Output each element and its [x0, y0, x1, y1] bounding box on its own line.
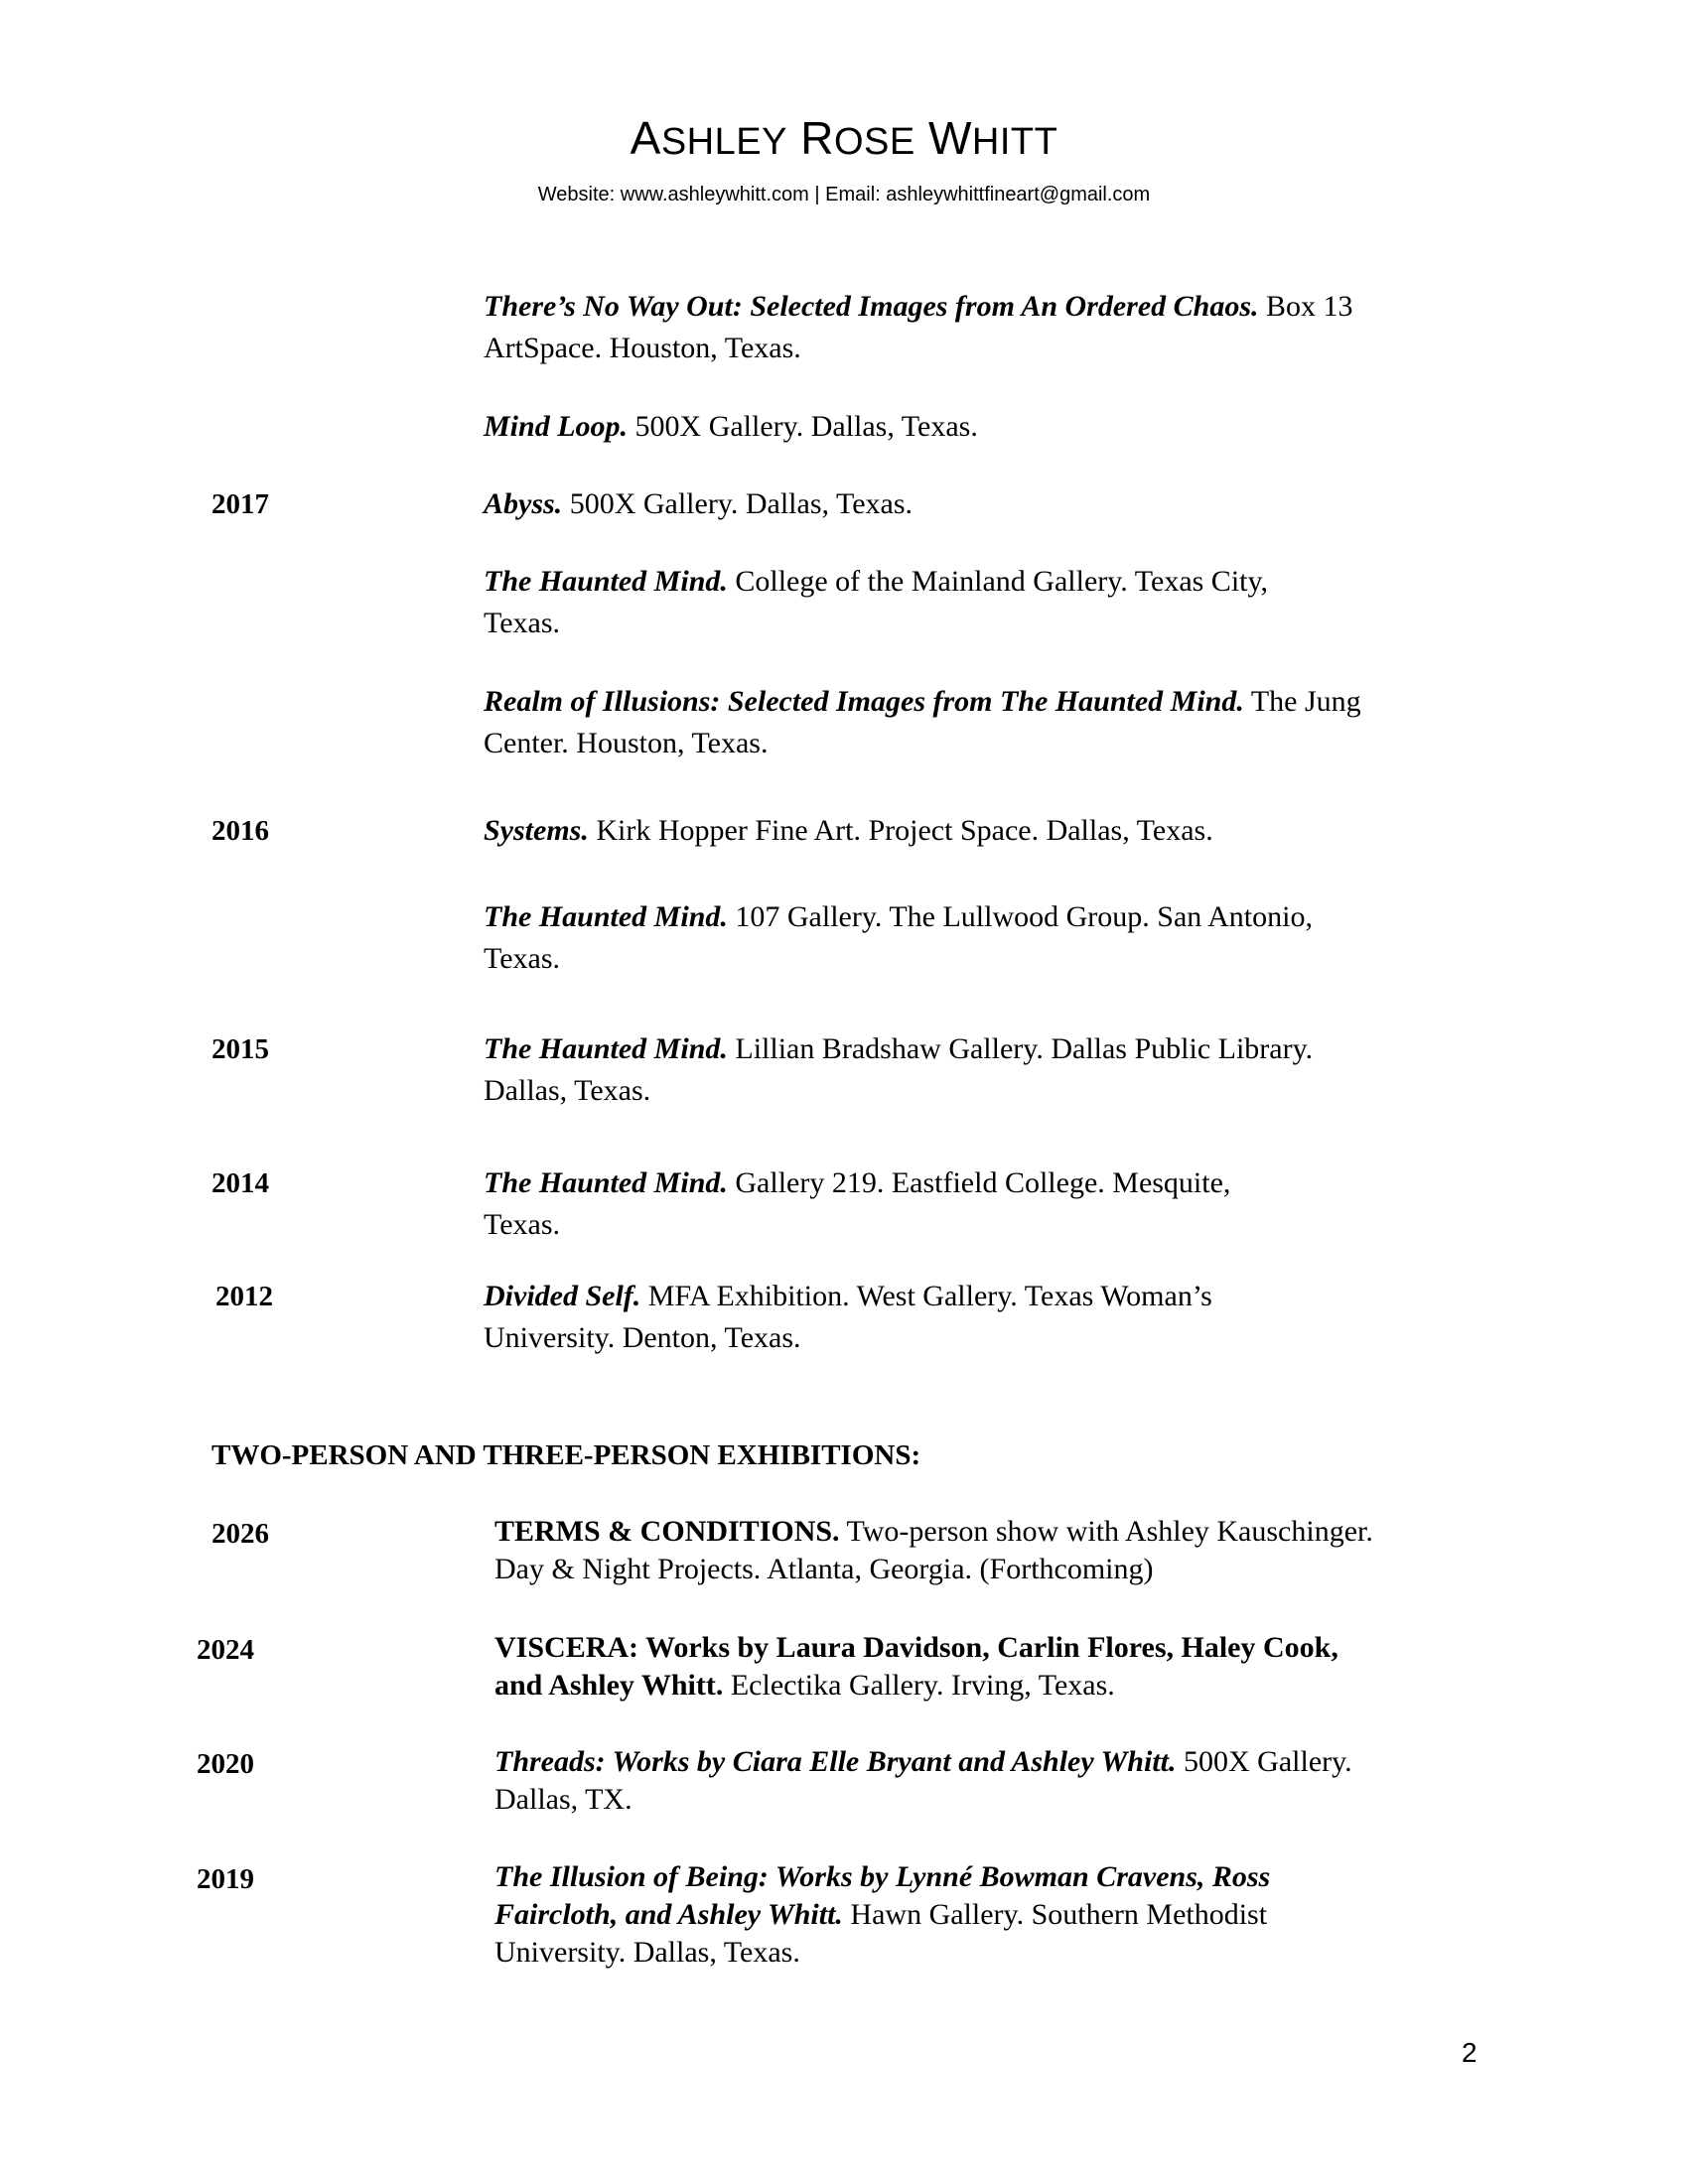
exhibition-entry: Systems. Kirk Hopper Fine Art. Project Space. Dallas, Texas.	[484, 814, 1213, 847]
exhibition-entry: Realm of Illusions: Selected Images from The Haunted Mind. The Jung Center. Houston, Texas.	[484, 685, 1361, 759]
exhibition-entry: Mind Loop. 500X Gallery. Dallas, Texas.	[484, 410, 978, 443]
exhibition-entry: There’s No Way Out: Selected Images from An Ordered Chaos. Box 13 ArtSpace. Houston, Texas.	[484, 290, 1353, 364]
exhibition-year: 2024	[197, 1634, 254, 1666]
exhibition-year: 2012	[215, 1281, 273, 1312]
exhibition-entry: The Haunted Mind. Gallery 219. Eastfield College. Mesquite, Texas.	[484, 1166, 1231, 1241]
exhibition-entry: The Haunted Mind. Lillian Bradshaw Gallery. Dallas Public Library. Dallas, Texas.	[484, 1032, 1314, 1107]
exhibition-entry: The Haunted Mind. 107 Gallery. The Lullwood Group. San Antonio, Texas.	[484, 900, 1313, 975]
page-number: 2	[1462, 2037, 1477, 2068]
contact-line: Website: www.ashleywhitt.com | Email: ashleywhittfineart@gmail.com	[537, 184, 1151, 205]
exhibition-entry: The Illusion of Being: Works by Lynné Bowman Cravens, Ross Faircloth, and Ashley Whitt. Hawn Gallery. Southern Methodist University. Dallas, Texas.	[494, 1860, 1271, 1969]
exhibition-entry: The Haunted Mind. College of the Mainland Gallery. Texas City, Texas.	[484, 565, 1269, 639]
exhibition-year: 2019	[197, 1863, 254, 1895]
exhibition-entry: VISCERA: Works by Laura Davidson, Carlin Flores, Haley Cook, and Ashley Whitt. Eclectika Gallery. Irving, Texas.	[494, 1631, 1338, 1702]
exhibition-entry: TERMS & CONDITIONS. Two-person show with Ashley Kauschinger. Day & Night Projects. Atlanta, Georgia. (Forthcoming)	[494, 1515, 1373, 1585]
section-heading: TWO-PERSON AND THREE-PERSON EXHIBITIONS:	[211, 1439, 921, 1471]
exhibition-year: 2020	[197, 1748, 254, 1780]
exhibition-year: 2015	[211, 1033, 269, 1065]
artist-name: ASHLEY ROSE WHITT	[630, 112, 1058, 164]
exhibition-year: 2014	[211, 1167, 269, 1199]
exhibition-entry: Threads: Works by Ciara Elle Bryant and Ashley Whitt. 500X Gallery. Dallas, TX.	[494, 1745, 1352, 1816]
exhibition-entry: Abyss. 500X Gallery. Dallas, Texas.	[484, 487, 913, 520]
exhibition-year: 2016	[211, 815, 269, 847]
exhibition-entry: Divided Self. MFA Exhibition. West Gallery. Texas Woman’s University. Denton, Texas.	[484, 1280, 1212, 1354]
exhibition-year: 2026	[211, 1518, 269, 1550]
exhibition-year: 2017	[211, 488, 269, 520]
